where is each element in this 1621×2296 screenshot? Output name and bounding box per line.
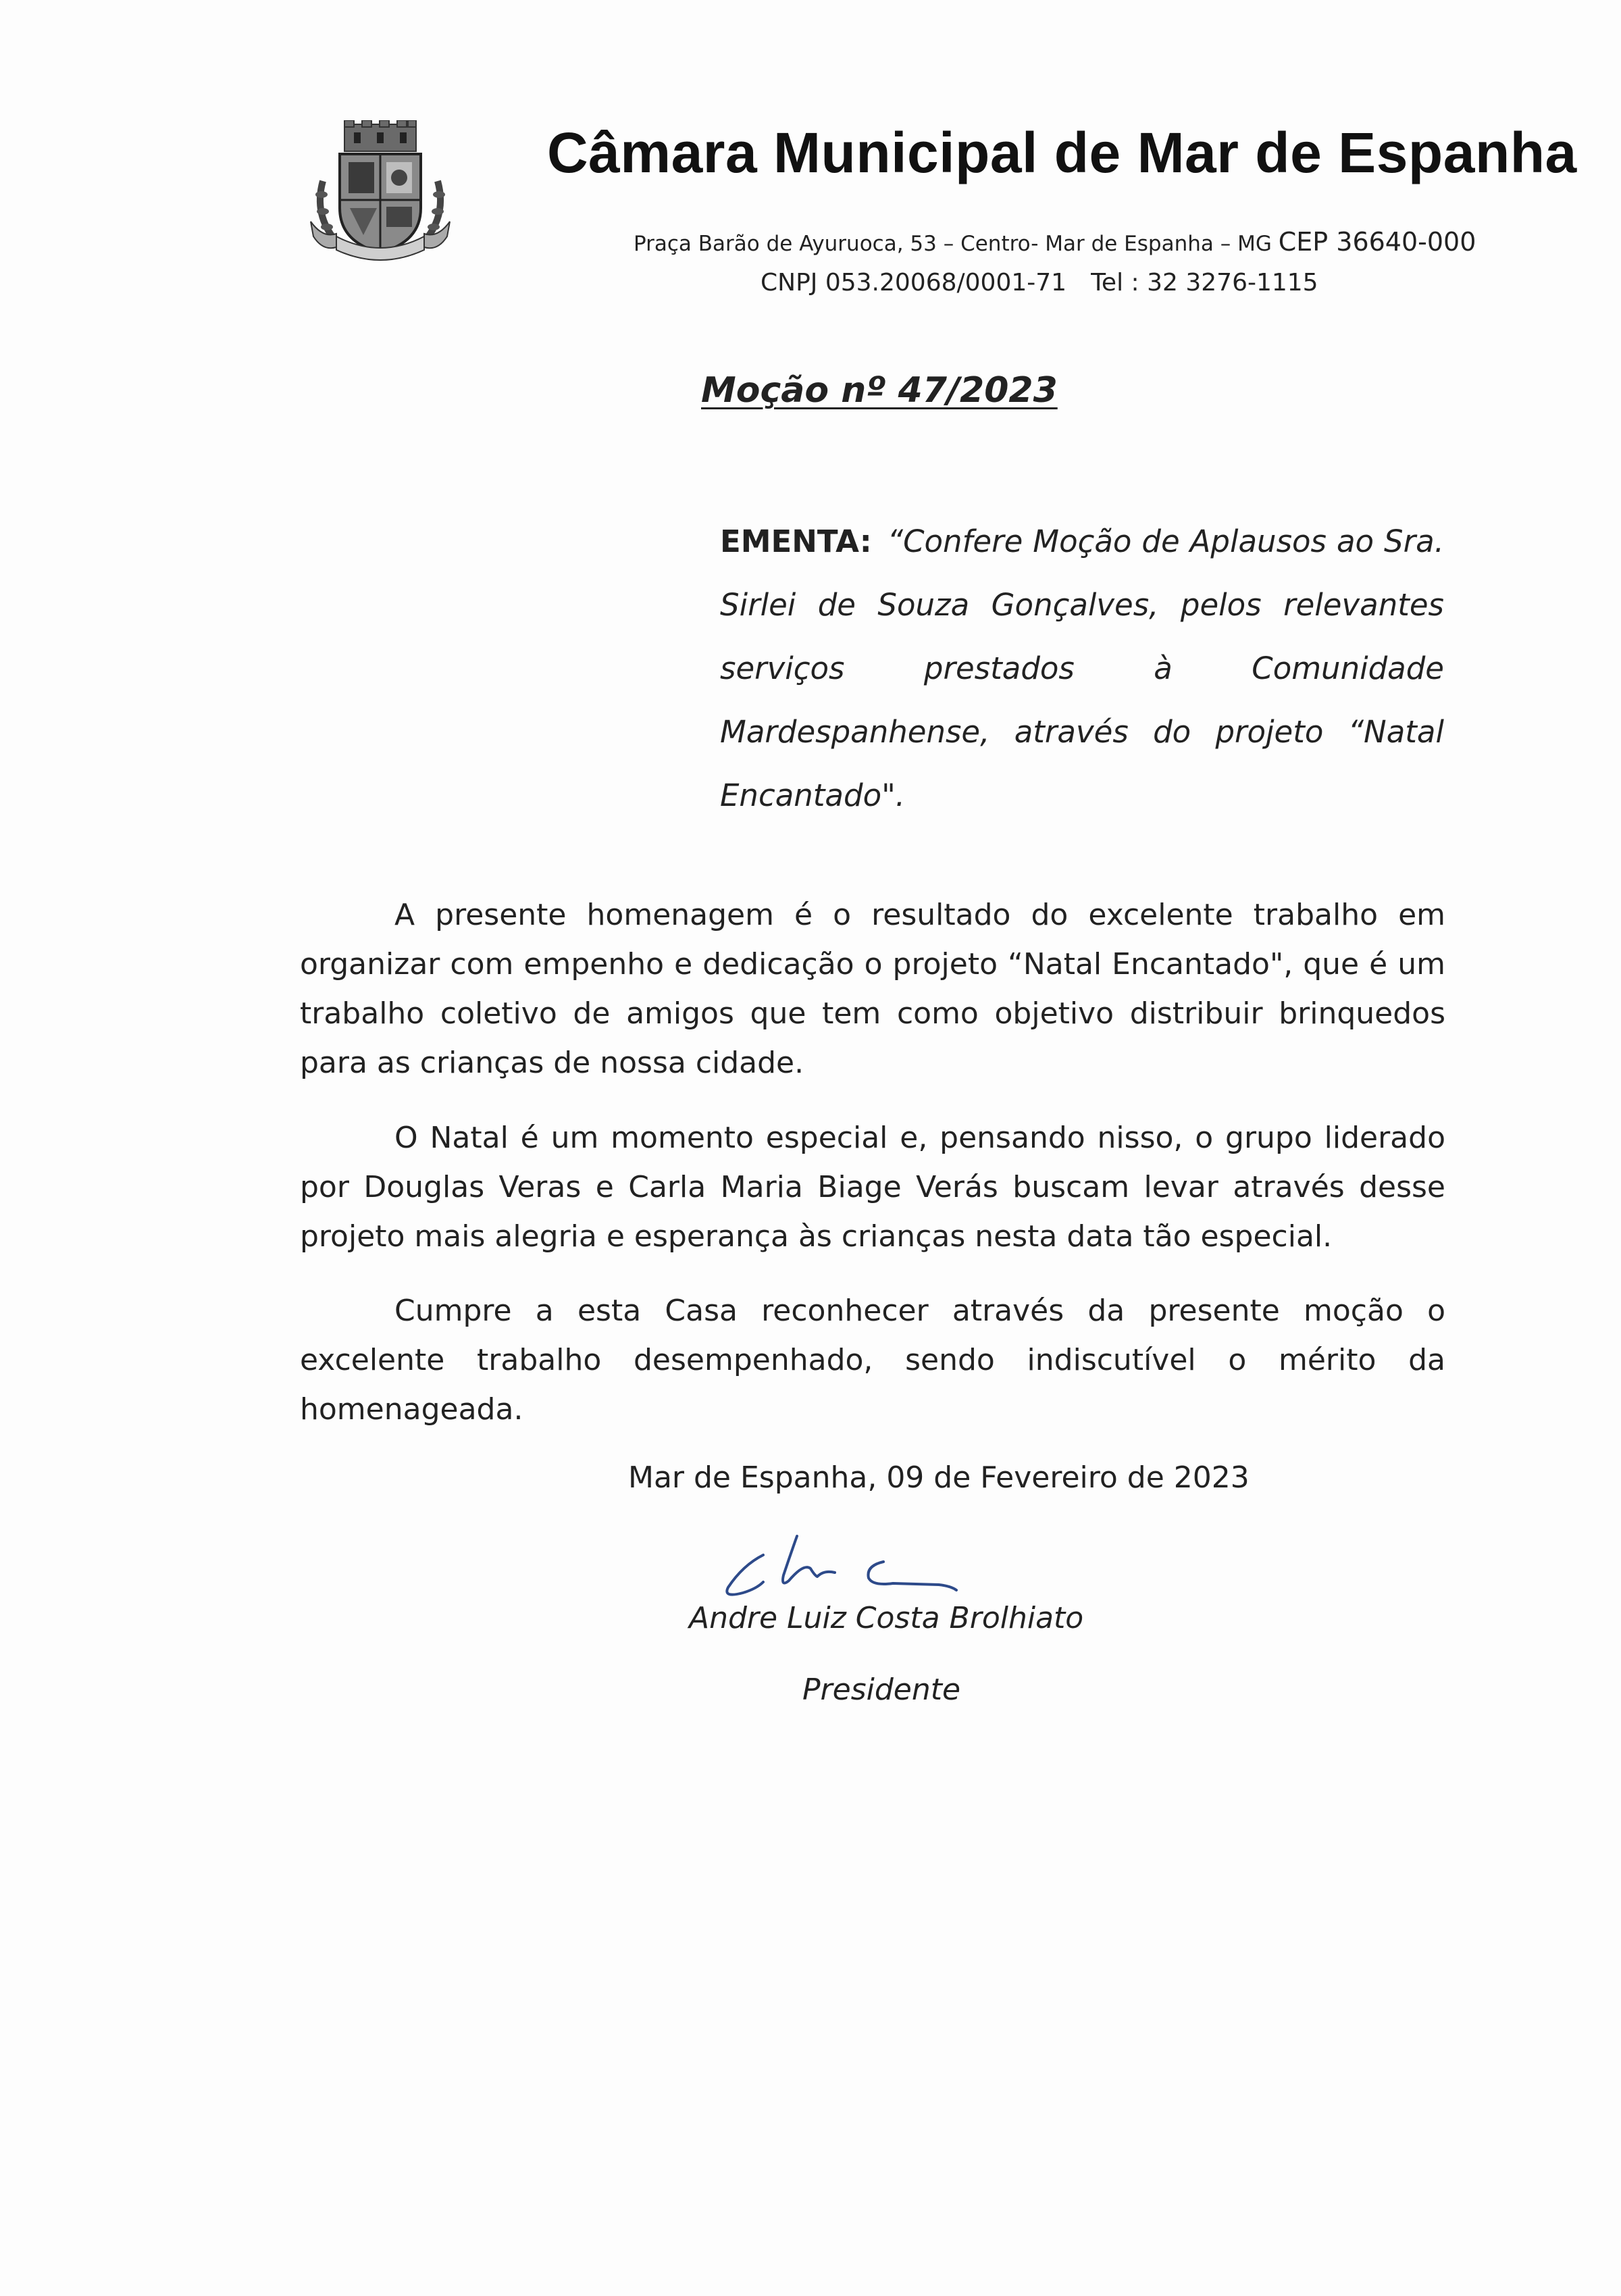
- signature-icon: [716, 1528, 966, 1602]
- document-title: Moção nº 47/2023: [701, 370, 1058, 411]
- signer-name: Andre Luiz Costa Brolhiato: [689, 1601, 1084, 1635]
- phone-text: Tel : 32 3276-1115: [1091, 269, 1318, 297]
- body-paragraph-2: O Natal é um momento especial e, pensando nisso, o grupo liderado por Douglas Veras e Carla Maria Biage Verás buscam levar através desse projeto mais alegria e esperança às crianças nesta data tão especial.: [300, 1121, 1445, 1254]
- cnpj-text: CNPJ 053.20068/0001-71: [761, 269, 1067, 297]
- address-line: [634, 227, 1476, 257]
- organization-name: Câmara Municipal de Mar de Espanha: [547, 121, 1577, 184]
- place-date: Mar de Espanha, 09 de Fevereiro de 2023: [628, 1460, 1250, 1495]
- ementa-block: [720, 510, 1444, 827]
- cep-text: CEP 36640-000: [1278, 227, 1476, 257]
- ementa-text: “Confere Moção de Aplausos ao Sra. Sirlei de Souza Gonçalves, pelos relevantes serviços prestados à Comunidade Mardespanhense, através do projeto “Natal Encantado".: [720, 524, 1444, 813]
- contact-line: [761, 269, 1318, 297]
- coat-of-arms-icon: [309, 120, 451, 262]
- signer-role: Presidente: [802, 1673, 961, 1707]
- ementa-label: EMENTA:: [720, 524, 872, 559]
- address-text: Praça Barão de Ayuruoca, 53 – Centro- Mar de Espanha – MG: [634, 232, 1272, 256]
- body-paragraph-1: A presente homenagem é o resultado do excelente trabalho em organizar com empenho e dedicação o projeto “Natal Encantado", que é um trabalho coletivo de amigos que tem como objetivo distribuir brinquedos para as crianças de nossa cidade.: [300, 898, 1445, 1080]
- body-paragraph-3: Cumpre a esta Casa reconhecer através da presente moção o excelente trabalho desempenhado, sendo indiscutível o mérito da homenageada.: [300, 1294, 1445, 1427]
